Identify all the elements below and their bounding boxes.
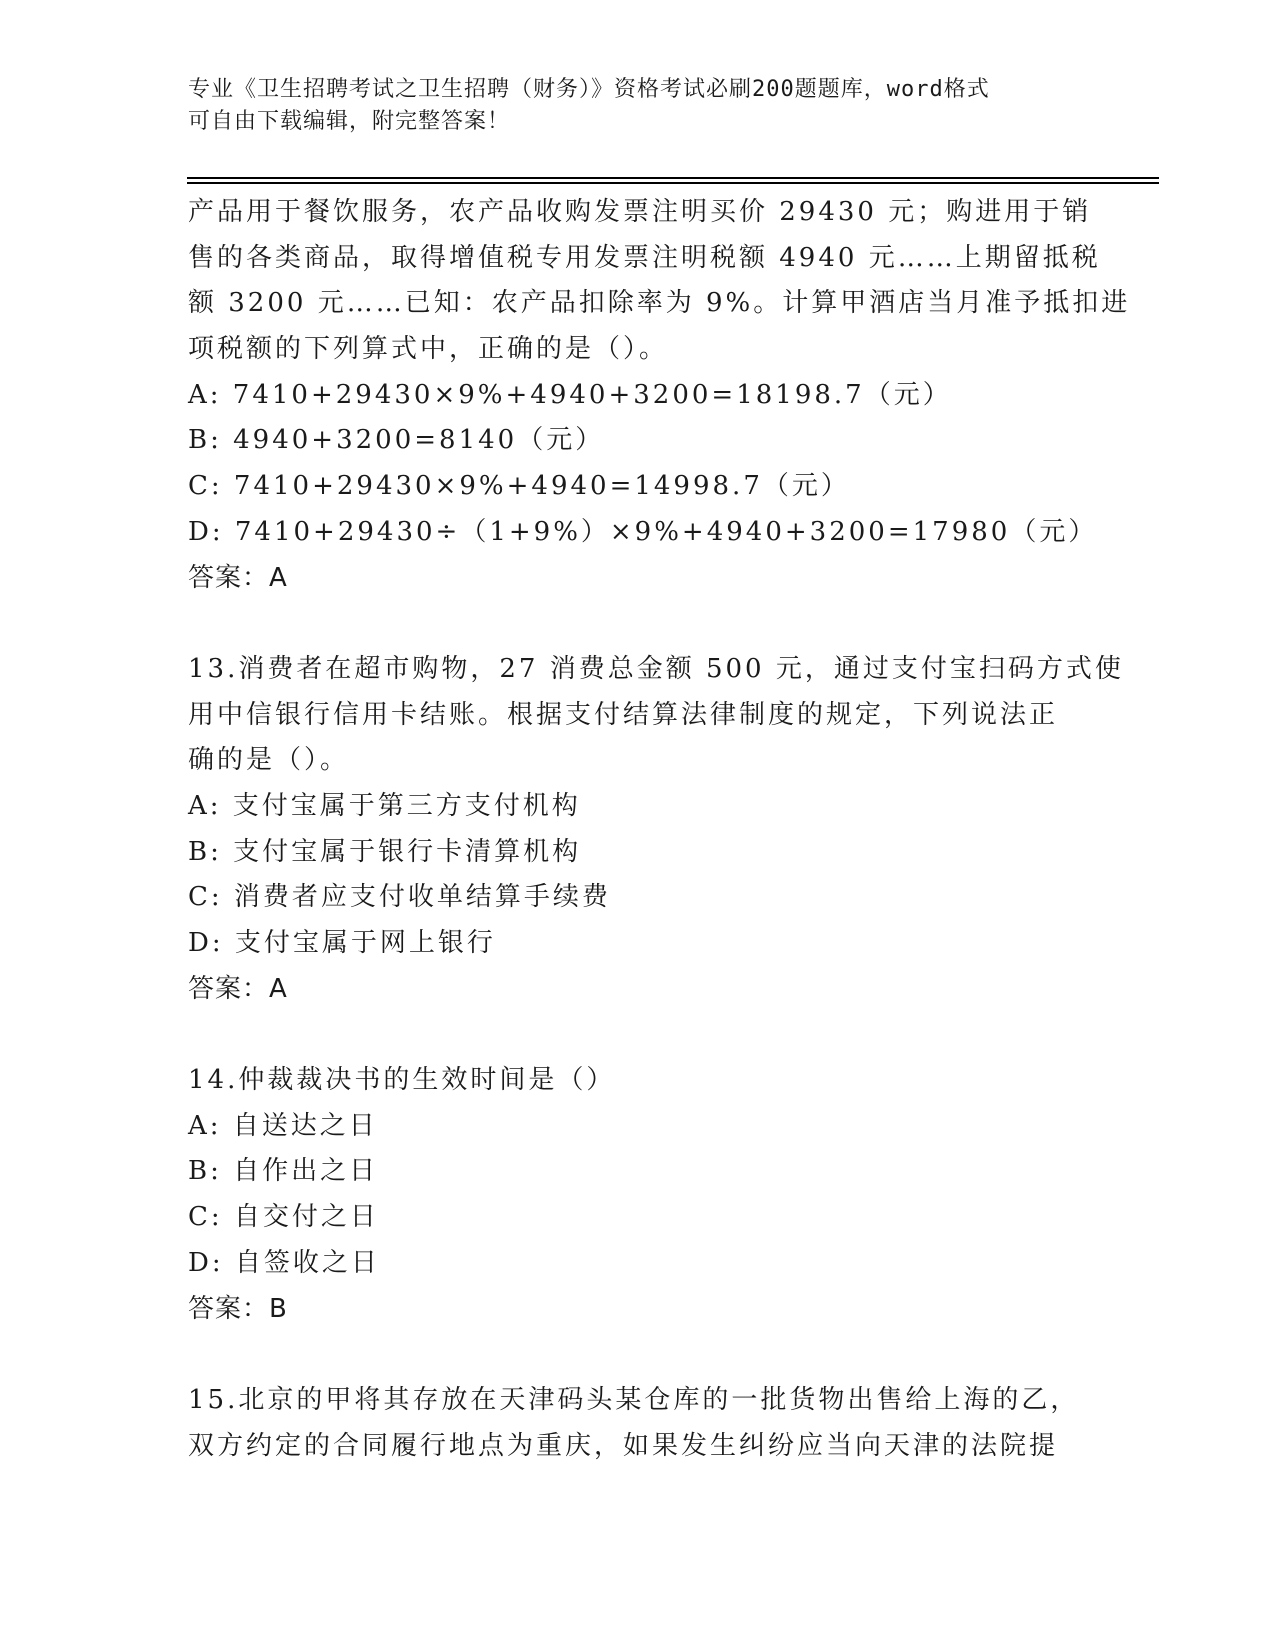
spacer xyxy=(188,601,1088,647)
header-divider-bottom xyxy=(187,182,1159,184)
header-divider-top xyxy=(187,177,1159,179)
question-13-text-line: 13.消费者在超市购物，27 消费总金额 500 元，通过支付宝扫码方式使 xyxy=(188,653,1124,684)
question-12-text-line: 售的各类商品，取得增值税专用发票注明税额 4940 元……上期留抵税 xyxy=(188,242,1101,273)
question-12-answer: 答案：A xyxy=(188,562,288,593)
question-13-option-d: D: 支付宝属于网上银行 xyxy=(188,928,496,958)
question-14-text-line: 14.仲裁裁决书的生效时间是（） xyxy=(188,1065,616,1096)
question-14-answer: 答案：B xyxy=(188,1293,288,1324)
question-13-option-b: B: 支付宝属于银行卡清算机构 xyxy=(188,836,582,867)
question-14-option-a: A: 自送达之日 xyxy=(188,1110,378,1141)
question-13-text-line: 确的是（）。 xyxy=(188,745,350,776)
question-14-option-b: B: 自作出之日 xyxy=(188,1156,379,1187)
question-15 xyxy=(188,1378,1088,1469)
question-13-option-c: C: 消费者应支付收单结算手续费 xyxy=(188,882,611,913)
question-14-option-d: D: 自签收之日 xyxy=(188,1247,380,1278)
question-12-option-b: B: 4940+3200=8140（元） xyxy=(188,425,605,456)
question-13-answer: 答案：A xyxy=(188,973,288,1004)
question-12-option-d: D: 7410+29430÷（1+9%）×9%+4940+3200=17980（元） xyxy=(188,516,1098,547)
document-header xyxy=(188,74,1088,138)
question-14-option-c: C: 自交付之日 xyxy=(188,1202,379,1233)
question-15-text-line: 15.北京的甲将其存放在天津码头某仓库的一批货物出售给上海的乙， xyxy=(188,1384,1080,1415)
question-12-text-line: 项税额的下列算式中，正确的是（）。 xyxy=(188,334,669,365)
header-line-1: 专业《卫生招聘考试之卫生招聘（财务）》资格考试必刷200题题库，word格式 xyxy=(188,77,990,102)
question-15-text-line: 双方约定的合同履行地点为重庆，如果发生纠纷应当向天津的法院提 xyxy=(188,1430,1059,1461)
question-12-text-line: 产品用于餐饮服务，农产品收购发票注明买价 29430 元；购进用于销 xyxy=(188,197,1092,227)
question-13-text-line: 用中信银行信用卡结账。根据支付结算法律制度的规定，下列说法正 xyxy=(188,699,1059,730)
header-line-2: 可自由下载编辑，附完整答案！ xyxy=(188,109,511,134)
spacer xyxy=(188,1332,1088,1378)
question-13 xyxy=(188,647,1124,1013)
question-14 xyxy=(188,1058,1088,1332)
question-12-option-c: C: 7410+29430×9%+4940=14998.7（元） xyxy=(188,471,850,502)
question-12-text-line: 额 3200 元……已知：农产品扣除率为 9%。计算甲酒店当月准予抵扣进 xyxy=(188,288,1131,319)
document-body xyxy=(188,190,1131,1469)
spacer xyxy=(188,1012,1088,1058)
question-12 xyxy=(188,190,1131,601)
question-12-option-a: A: 7410+29430×9%+4940+3200=18198.7（元） xyxy=(188,379,952,410)
question-13-option-a: A: 支付宝属于第三方支付机构 xyxy=(188,790,581,821)
